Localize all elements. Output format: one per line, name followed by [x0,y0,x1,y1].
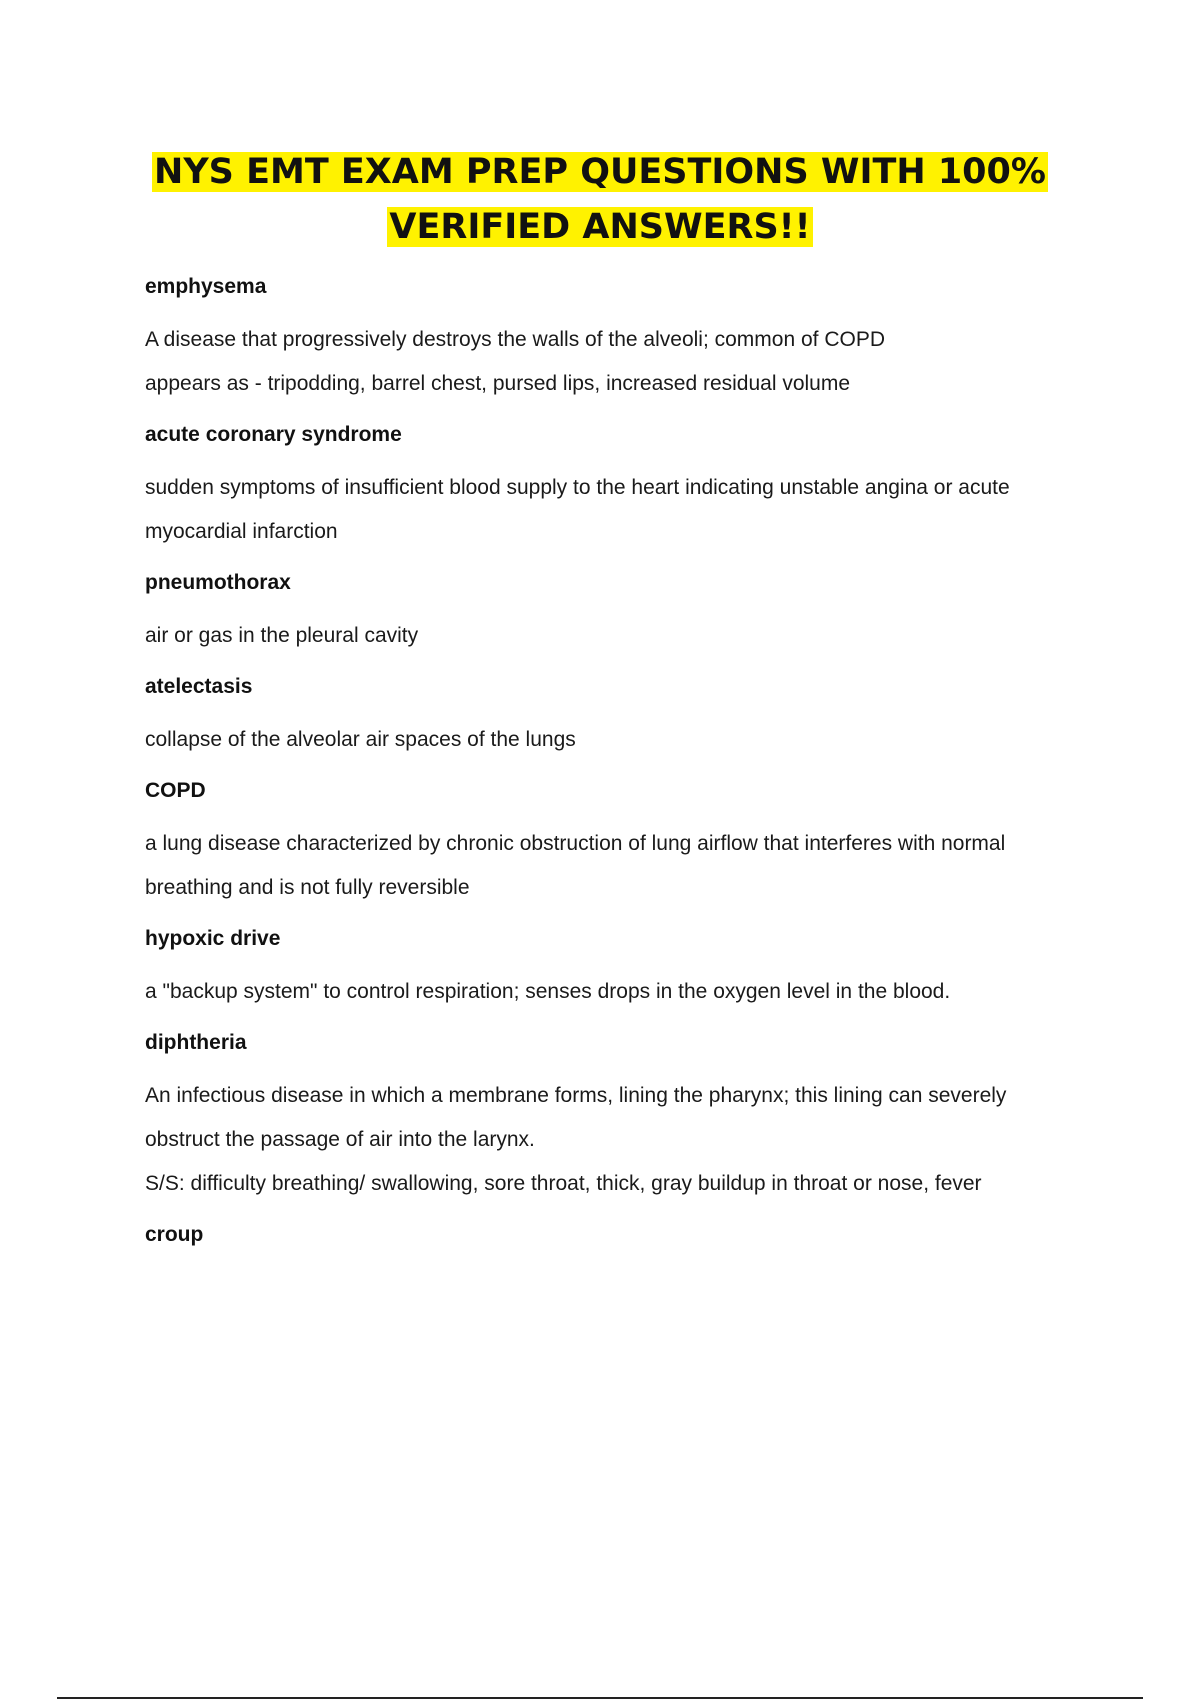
entry [145,566,1085,658]
definition-line: breathing and is not fully reversible [145,876,470,899]
definition-line: An infectious disease in which a membrane forms, lining the pharynx; this lining can severely [145,1084,1007,1107]
term-heading: pneumothorax [145,571,291,594]
entry [145,270,1085,406]
definition-line: collapse of the alveolar air spaces of the lungs [145,728,576,751]
term-heading: hypoxic drive [145,927,281,950]
entry [145,1218,1085,1252]
term-heading: diphtheria [145,1031,247,1054]
term-definition [145,466,1085,554]
term-definition [145,822,1085,910]
definition-line: air or gas in the pleural cavity [145,624,419,647]
term-definition [145,318,1085,406]
definition-line: a lung disease characterized by chronic obstruction of lung airflow that interferes with normal [145,832,1006,855]
term-definition [145,1074,1085,1206]
definition-line: S/S: difficulty breathing/ swallowing, sore throat, thick, gray buildup in throat or nose, fever [145,1172,982,1195]
entry [145,922,1085,1014]
term-definition [145,614,1085,658]
definition-line: obstruct the passage of air into the larynx. [145,1128,535,1151]
entry [145,670,1085,762]
term-heading: emphysema [145,275,267,298]
term-definition [145,970,1085,1014]
definition-line: sudden symptoms of insufficient blood supply to the heart indicating unstable angina or acute [145,476,1010,499]
definition-line: appears as - tripodding, barrel chest, pursed lips, increased residual volume [145,372,851,395]
entry [145,774,1085,910]
definition-line: A disease that progressively destroys the walls of the alveoli; common of COPD [145,328,886,351]
entry [145,418,1085,554]
footer-divider [57,1697,1143,1699]
term-heading: COPD [145,779,206,802]
term-heading: acute coronary syndrome [145,423,402,446]
definition-line: myocardial infarction [145,520,338,543]
term-heading: atelectasis [145,675,253,698]
term-heading: croup [145,1223,204,1246]
document-title [0,145,1200,255]
term-definition [145,718,1085,762]
title-line-1: NYS EMT EXAM PREP QUESTIONS WITH 100% [154,152,1046,192]
definition-line: a "backup system" to control respiration; senses drops in the oxygen level in the blood. [145,980,951,1003]
title-line-2: VERIFIED ANSWERS!! [389,207,811,247]
entry [145,1026,1085,1206]
document-body [145,270,1085,1266]
